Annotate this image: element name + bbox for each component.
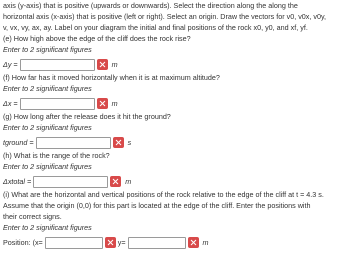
hint-e: Enter to 2 significant figures [3, 45, 92, 54]
intro-line-2: horizontal axis (x-axis) that is positive (left or right). Select an origin. Draw the vectors for v0, v0x, v0y, [3, 12, 327, 21]
question-h: (h) What is the range of the rock? [3, 151, 110, 160]
answer-input-h[interactable] [33, 176, 108, 188]
unit-g: s [127, 138, 132, 147]
answer-row-h [3, 174, 347, 189]
question-e: (e) How high above the edge of the cliff does the rock rise? [3, 34, 191, 43]
question-i-line-3: their correct signs. [3, 212, 62, 221]
question-g: (g) How long after the release does it hit the ground? [3, 112, 171, 121]
incorrect-icon [188, 237, 199, 248]
question-i-line-1: (i) What are the horizontal and vertical positions of the rock relative to the edge of the cliff at t = 4.3 s. [3, 190, 324, 199]
label-position-y: y= [117, 238, 126, 247]
answer-field-g [36, 137, 124, 149]
incorrect-icon [110, 176, 121, 187]
unit-i: m [202, 238, 209, 247]
answer-field-e [20, 59, 108, 71]
answer-input-e[interactable] [20, 59, 95, 71]
answer-row-i [3, 235, 347, 250]
answer-field-x [45, 237, 116, 249]
label-position-x: Position: (x= [3, 238, 43, 247]
answer-field-y [128, 237, 199, 249]
intro-line-3: v, vx, vy, ax, ay. Label on your diagram the initial and final positions of the rock x0, y0, and xf, yf. [3, 23, 308, 32]
incorrect-icon [105, 237, 116, 248]
answer-input-f[interactable] [20, 98, 95, 110]
incorrect-icon [113, 137, 124, 148]
label-f: Δx = [3, 99, 18, 108]
hint-g: Enter to 2 significant figures [3, 123, 92, 132]
answer-row-e [3, 57, 347, 72]
answer-field-f [20, 98, 108, 110]
incorrect-icon [97, 98, 108, 109]
hint-f: Enter to 2 significant figures [3, 84, 92, 93]
answer-field-h [33, 176, 121, 188]
answer-input-x[interactable] [45, 237, 103, 249]
hint-h: Enter to 2 significant figures [3, 162, 92, 171]
hint-i: Enter to 2 significant figures [3, 223, 92, 232]
unit-h: m [125, 177, 132, 186]
label-h: Δxtotal = [3, 177, 32, 186]
label-e: Δy = [3, 60, 18, 69]
question-i-line-2: Assume that the origin (0,0) for this part is located at the edge of the cliff. Enter the positions with [3, 201, 311, 210]
intro-line-1: axis (y-axis) that is positive (upwards or downwards). Select the direction along the along the [3, 1, 298, 10]
label-g: tground = [3, 138, 34, 147]
unit-e: m [111, 60, 118, 69]
unit-f: m [111, 99, 118, 108]
answer-row-f [3, 96, 347, 111]
answer-row-g [3, 135, 347, 150]
question-f: (f) How far has it moved horizontally when it is at maximum altitude? [3, 73, 220, 82]
question-panel [3, 0, 347, 250]
incorrect-icon [97, 59, 108, 70]
answer-input-y[interactable] [128, 237, 186, 249]
answer-input-g[interactable] [36, 137, 111, 149]
